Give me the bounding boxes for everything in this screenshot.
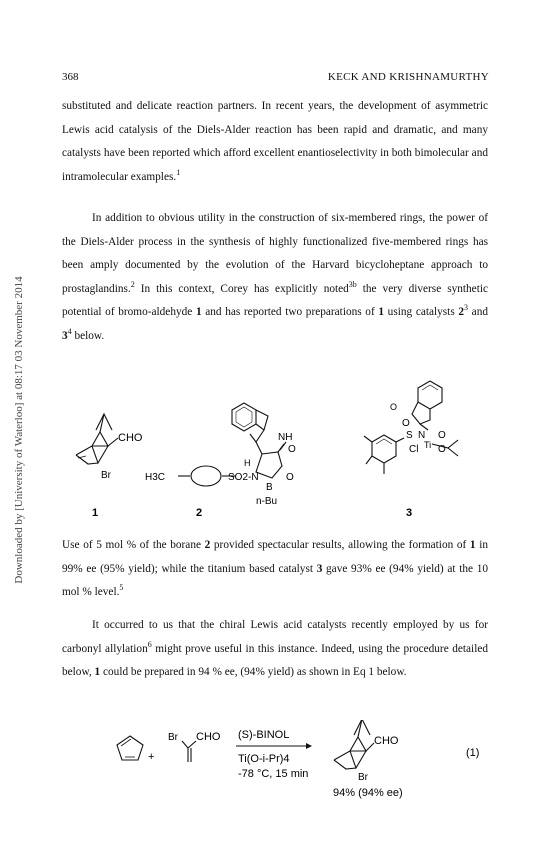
compound-2-h: H [244,458,251,468]
catalyst-structures-figure [0,368,548,523]
compound-2-ring-o: O [286,472,294,483]
compound-3-n: N [418,430,426,441]
citation-3b[interactable]: 3b [348,279,357,289]
product-br: Br [358,772,368,783]
citation-3[interactable]: 3 [464,303,469,312]
compound-3-o1: O [402,418,410,429]
citation-2[interactable]: 2 [130,279,135,289]
compound-3-s: S [406,430,413,441]
running-head: KECK AND KRISHNAMURTHY [327,71,489,83]
compound-3-label: 3 [406,507,413,519]
compound-1-structure [76,414,118,464]
paragraph-4: It occurred to us that the chiral Lewis acid catalysts recently employed by us for carbonyl allylation$^6$ might prove useful in this instance. Indeed, using the procedure detailed below, 1 could be prepared in 94 % ee, (94% yield) as shown in Eq 1 below. [62,619,488,678]
compound-2-nh: NH [278,432,293,443]
compound-3-o2: O [438,430,446,441]
compound-3-cl: Cl [409,444,419,455]
compound-2-b: B [266,482,273,493]
compound-2-so2n: SO2-N [228,472,259,483]
arrow-reagent-ti: Ti(O-i-Pr)4 [238,753,290,765]
page-number: 368 [62,71,79,83]
paragraph-1: substituted and delicate reaction partners. In recent years, the development of asymmetric Lewis acid catalysis of the Diels-Alder reaction has been rapid and dramatic, and many catalysts have been reported which afford excellent enantioselectivity in both bimolecular and intramolecular examples.$^1$ [62,100,488,183]
cyclopentadiene-structure [117,736,143,760]
compound-1-label: 1 [92,507,99,519]
arrow-conditions: -78 °C, 15 min [238,768,309,780]
compound-2-h3c: H3C [145,472,166,483]
product-cho: CHO [374,735,399,747]
arrow-reagent-binol: (S)-BINOL [238,729,290,741]
citation-5[interactable]: 5 [119,583,124,592]
compound-1-br: Br [101,470,111,481]
compound-3-ti: Ti [424,440,432,450]
compound-3-structure [364,381,458,474]
reaction-arrowhead [306,743,312,749]
plus-sign: + [148,751,155,763]
product-structure [334,720,374,769]
equation-1-figure [0,720,548,800]
citation-6[interactable]: 6 [147,639,152,649]
reagent-cho: CHO [196,731,221,743]
citation-4[interactable]: 4 [67,326,72,336]
download-notice: Downloaded by [University of Waterloo] at 08:17 03 November 2014 [13,276,25,584]
bromoacrolein-structure [182,741,196,762]
compound-3-o3: O [390,402,398,412]
compound-1-cho: CHO [118,432,143,444]
product-yield: 94% (94% ee) [333,787,403,799]
compound-3-o4: O [438,444,446,455]
reagent-br: Br [168,732,178,743]
equation-number: (1) [466,747,480,759]
compound-2-label: 2 [196,507,203,519]
compound-2-carbonyl-o: O [288,444,296,455]
citation-1[interactable]: 1 [176,167,181,177]
paragraph-2: In addition to obvious utility in the construction of six-membered rings, the power of the Diels-Alder process in the synthesis of highly functionalized five-membered rings has been amply documented by the evolution of the Harvard bicycloheptane approach to prostaglandins.$^2$ In this context, Corey has explicitly noted$^{3b}$ the very diverse synthetic potential of bromo-aldehyde 1 and has reported two preparations of 1 using catalysts $2^3$ and $3^4$ below. [62,212,488,342]
compound-2-nbu: n-Bu [256,496,278,507]
paragraph-3: Use of 5 mol % of the borane 2 provided spectacular results, allowing the formation of 1 in 99% ee (95% yield); while the titanium based catalyst 3 gave 93% ee (94% yield) at the 10 mol % level.$^5$ [62,539,488,598]
